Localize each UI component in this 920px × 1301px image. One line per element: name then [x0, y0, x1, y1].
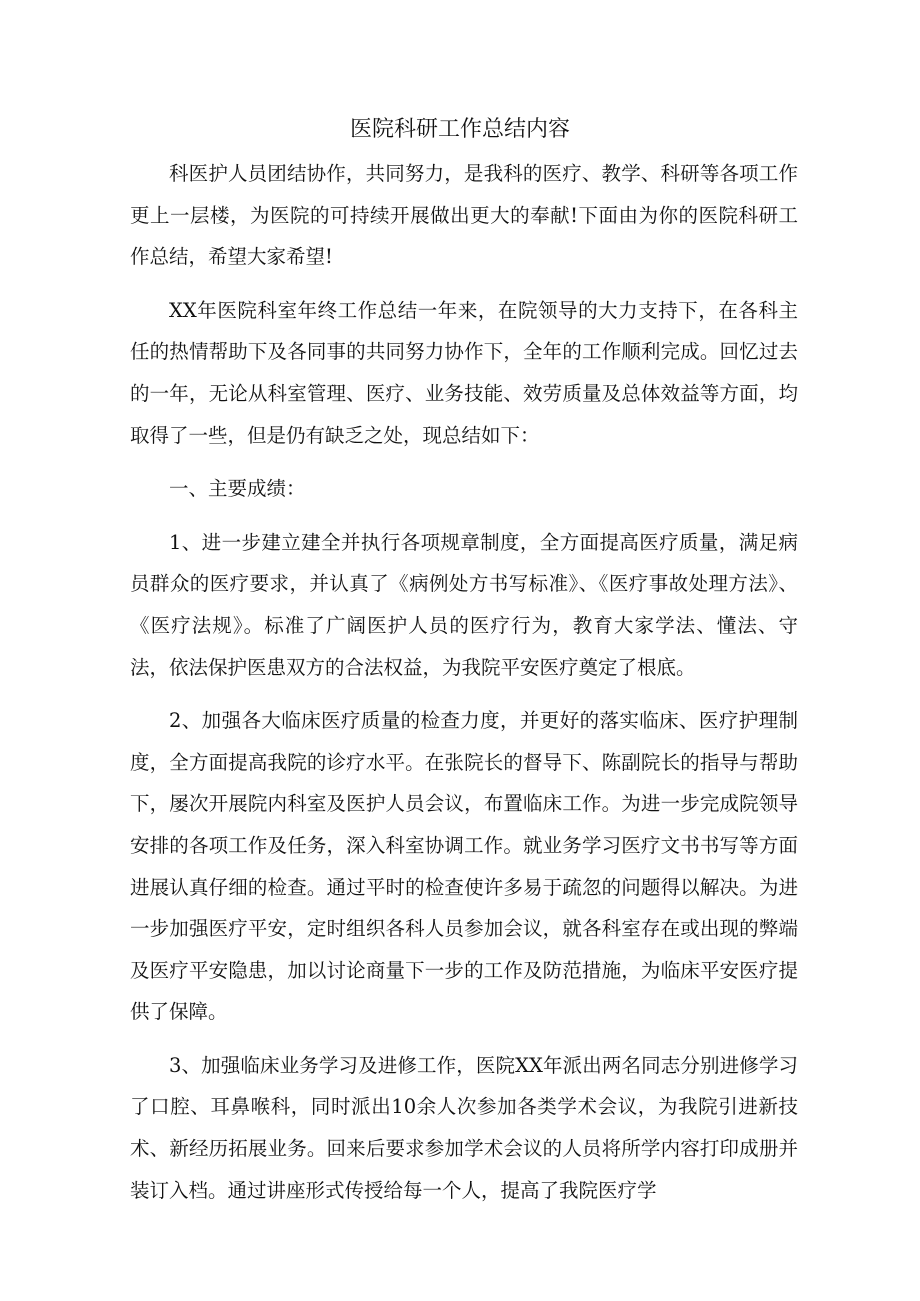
- document-title: 医院科研工作总结内容: [349, 117, 570, 142]
- paragraph-item-3: 3、加强临床业务学习及进修工作，医院XX年派出两名同志分别进修学习了口腔、耳鼻喉科，同时派出10余人次参加各类学术会议，为我院引进新技术、新经历拓展业务。回来后要求参加学术会议的人员将所学内容打印成册并装订入档。通过讲座形式传授给每一个人，提高了我院医疗学: [130, 1053, 798, 1202]
- paragraph-intro: 科医护人员团结协作，共同努力，是我科的医疗、教学、科研等各项工作更上一层楼，为医院的可持续开展做出更大的奉献!下面由为你的医院科研工作总结，希望大家希望!: [130, 162, 798, 269]
- paragraph-heading-achievements: 一、主要成绩：: [169, 477, 306, 501]
- paragraph-item-1: 1、进一步建立建全并执行各项规章制度，全方面提高医疗质量，满足病员群众的医疗要求，并认真了《病例处方书写标准》、《医疗事故处理方法》、《医疗法规》。标准了广阔医护人员的医疗行为，教育大家学法、懂法、守法，依法保护医患双方的合法权益，为我院平安医疗奠定了根底。: [130, 530, 798, 679]
- paragraph-summary: XX年医院科室年终工作总结一年来，在院领导的大力支持下，在各科主任的热情帮助下及各同事的共同努力协作下，全年的工作顺利完成。回忆过去的一年，无论从科室管理、医疗、业务技能、效劳质量及总体效益等方面，均取得了一些，但是仍有缺乏之处，现总结如下：: [130, 298, 798, 447]
- paragraph-item-2: 2、加强各大临床医疗质量的检查力度，并更好的落实临床、医疗护理制度，全方面提高我院的诊疗水平。在张院长的督导下、陈副院长的指导与帮助下，屡次开展院内科室及医护人员会议，布置临床工作。为进一步完成院领导安排的各项工作及任务，深入科室协调工作。就业务学习医疗文书书写等方面进展认真仔细的检查。通过平时的检查使许多易于疏忽的问题得以解决。为进一步加强医疗平安，定时组织各科人员参加会议，就各科室存在或出现的弊端及医疗平安隐患，加以讨论商量下一步的工作及防范措施，为临床平安医疗提供了保障。: [130, 709, 798, 1024]
- document-body: [130, 153, 798, 1223]
